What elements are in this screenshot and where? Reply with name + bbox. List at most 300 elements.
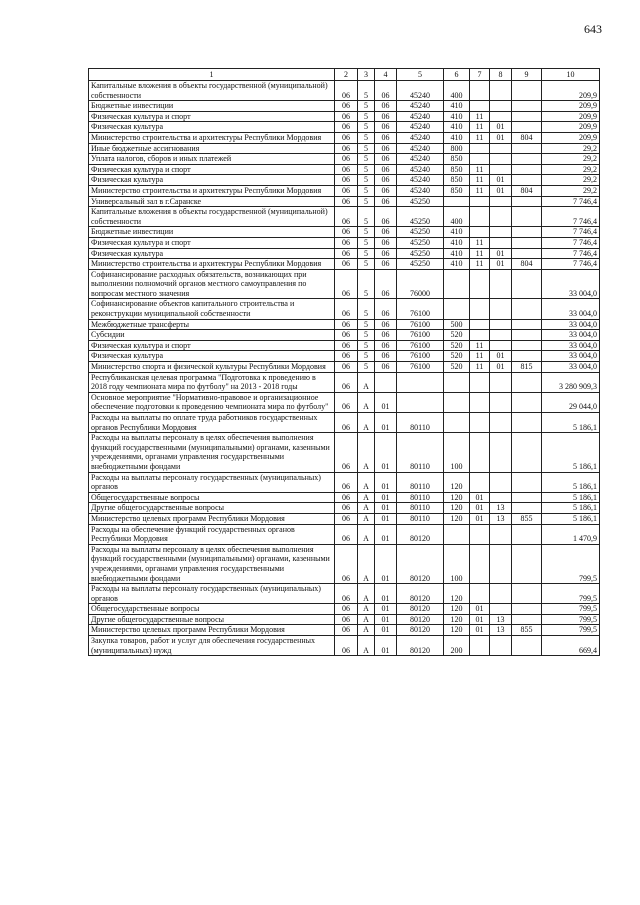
row-col-9 (512, 122, 542, 133)
row-sum: 7 746,4 (542, 227, 600, 238)
row-sum: 29,2 (542, 185, 600, 196)
row-col-9 (512, 207, 542, 227)
row-col-2: 06 (335, 227, 358, 238)
header-col-1: 1 (89, 69, 335, 81)
row-col-8 (490, 413, 512, 433)
row-col-5: 45240 (397, 143, 444, 154)
table-row (89, 351, 600, 362)
row-col-9: 804 (512, 132, 542, 143)
row-col-5: 80110 (397, 472, 444, 492)
row-col-9 (512, 111, 542, 122)
row-name: Капитальные вложения в объекты государственной (муниципальной) собственности (89, 207, 335, 227)
row-col-8 (490, 604, 512, 615)
row-col-2: 06 (335, 372, 358, 392)
table-row (89, 207, 600, 227)
table-row (89, 433, 600, 472)
row-name: Иные бюджетные ассигнования (89, 143, 335, 154)
row-col-7 (470, 143, 490, 154)
row-col-7 (470, 636, 490, 656)
row-col-5: 45240 (397, 164, 444, 175)
row-col-8 (490, 433, 512, 472)
table-row (89, 584, 600, 604)
row-col-8: 01 (490, 259, 512, 270)
row-col-2: 06 (335, 185, 358, 196)
row-col-4: 01 (375, 584, 397, 604)
row-col-7 (470, 227, 490, 238)
row-name: Физическая культура (89, 122, 335, 133)
row-col-7: 11 (470, 111, 490, 122)
row-col-9 (512, 101, 542, 112)
row-col-5: 45250 (397, 237, 444, 248)
row-col-6: 520 (444, 340, 470, 351)
header-col-9: 9 (512, 69, 542, 81)
row-col-4: 06 (375, 227, 397, 238)
row-col-9 (512, 433, 542, 472)
row-col-8 (490, 372, 512, 392)
row-col-5: 76000 (397, 269, 444, 299)
table-row (89, 340, 600, 351)
table-row (89, 101, 600, 112)
row-col-2: 06 (335, 207, 358, 227)
row-col-4: 06 (375, 154, 397, 165)
row-col-9 (512, 472, 542, 492)
row-col-7: 11 (470, 259, 490, 270)
row-sum: 29,2 (542, 154, 600, 165)
row-col-4: 06 (375, 164, 397, 175)
row-col-6 (444, 372, 470, 392)
row-col-3: А (358, 413, 375, 433)
row-col-9 (512, 175, 542, 186)
row-col-6 (444, 196, 470, 207)
row-sum: 799,5 (542, 625, 600, 636)
row-col-5: 76100 (397, 362, 444, 373)
row-col-9 (512, 81, 542, 101)
row-col-8 (490, 544, 512, 583)
row-name: Другие общегосударственные вопросы (89, 503, 335, 514)
row-col-4: 06 (375, 319, 397, 330)
row-col-9 (512, 164, 542, 175)
row-col-2: 06 (335, 340, 358, 351)
row-col-7 (470, 392, 490, 412)
row-sum: 209,9 (542, 132, 600, 143)
row-col-8 (490, 196, 512, 207)
row-col-5: 76100 (397, 299, 444, 319)
row-sum: 5 186,1 (542, 433, 600, 472)
row-col-8: 13 (490, 614, 512, 625)
row-col-2: 06 (335, 175, 358, 186)
row-col-7 (470, 413, 490, 433)
table-row (89, 392, 600, 412)
row-sum: 7 746,4 (542, 248, 600, 259)
row-col-5: 80110 (397, 492, 444, 503)
table-row (89, 625, 600, 636)
row-col-4: 06 (375, 185, 397, 196)
row-sum: 33 004,0 (542, 319, 600, 330)
row-col-3: 5 (358, 362, 375, 373)
row-col-9: 855 (512, 513, 542, 524)
row-col-2: 06 (335, 433, 358, 472)
table-row (89, 544, 600, 583)
row-sum: 29,2 (542, 175, 600, 186)
table-row (89, 175, 600, 186)
row-col-6: 850 (444, 175, 470, 186)
row-name: Общегосударственные вопросы (89, 492, 335, 503)
row-col-4: 01 (375, 503, 397, 514)
row-col-3: 5 (358, 351, 375, 362)
row-col-4: 01 (375, 604, 397, 615)
row-col-5: 45250 (397, 207, 444, 227)
row-sum: 7 746,4 (542, 196, 600, 207)
row-col-7 (470, 269, 490, 299)
row-col-9 (512, 392, 542, 412)
row-col-4: 01 (375, 544, 397, 583)
row-col-4: 06 (375, 362, 397, 373)
row-col-5: 80120 (397, 584, 444, 604)
row-col-2: 06 (335, 248, 358, 259)
row-col-9 (512, 227, 542, 238)
row-col-3: А (358, 524, 375, 544)
row-sum: 209,9 (542, 101, 600, 112)
row-col-8 (490, 492, 512, 503)
row-col-6 (444, 524, 470, 544)
row-name: Физическая культура (89, 351, 335, 362)
row-col-7 (470, 207, 490, 227)
row-col-6: 120 (444, 492, 470, 503)
row-col-8 (490, 584, 512, 604)
header-col-5: 5 (397, 69, 444, 81)
table-row (89, 614, 600, 625)
row-sum: 669,4 (542, 636, 600, 656)
row-col-8 (490, 154, 512, 165)
table-row (89, 122, 600, 133)
table-row (89, 362, 600, 373)
row-col-9 (512, 503, 542, 514)
row-col-2: 06 (335, 492, 358, 503)
row-col-4: 06 (375, 122, 397, 133)
row-col-6: 500 (444, 319, 470, 330)
row-col-4: 06 (375, 248, 397, 259)
row-col-6: 120 (444, 503, 470, 514)
header-col-8: 8 (490, 69, 512, 81)
table-row (89, 503, 600, 514)
row-name: Основное мероприятие "Нормативно-правовое и организационное обеспечение подготовки к проведению чемпионата мира по футболу" (89, 392, 335, 412)
row-col-5: 45250 (397, 196, 444, 207)
row-col-6: 120 (444, 614, 470, 625)
row-name: Расходы на обеспечение функций государственных органов Республики Мордовия (89, 524, 335, 544)
row-sum: 33 004,0 (542, 362, 600, 373)
row-col-8: 01 (490, 175, 512, 186)
row-col-9 (512, 330, 542, 341)
row-col-3: 5 (358, 101, 375, 112)
row-name: Универсальный зал в г.Саранске (89, 196, 335, 207)
row-col-4: 06 (375, 207, 397, 227)
row-name: Министерство целевых программ Республики Мордовия (89, 625, 335, 636)
row-col-7: 01 (470, 503, 490, 514)
row-col-3: А (358, 636, 375, 656)
row-col-6 (444, 392, 470, 412)
row-col-9: 815 (512, 362, 542, 373)
row-col-9 (512, 237, 542, 248)
row-col-4: 01 (375, 492, 397, 503)
row-col-4: 06 (375, 299, 397, 319)
row-col-8: 01 (490, 351, 512, 362)
row-col-2: 06 (335, 392, 358, 412)
row-col-4: 01 (375, 636, 397, 656)
table-row (89, 259, 600, 270)
row-sum: 33 004,0 (542, 351, 600, 362)
row-col-3: А (358, 604, 375, 615)
row-col-6: 410 (444, 101, 470, 112)
row-col-3: 5 (358, 111, 375, 122)
row-col-9 (512, 413, 542, 433)
row-col-9: 804 (512, 185, 542, 196)
row-sum: 33 004,0 (542, 340, 600, 351)
row-col-6: 410 (444, 248, 470, 259)
row-col-8 (490, 472, 512, 492)
row-col-4: 01 (375, 413, 397, 433)
row-name: Расходы на выплаты персоналу в целях обеспечения выполнения функций государственными (муниципальными) органами, казенными учреждениями, органами управления государственными внебюджетными фондами (89, 433, 335, 472)
row-col-9: 855 (512, 625, 542, 636)
row-col-3: 5 (358, 330, 375, 341)
row-col-7 (470, 101, 490, 112)
row-col-5: 80120 (397, 544, 444, 583)
row-col-2: 06 (335, 132, 358, 143)
row-col-3: А (358, 433, 375, 472)
row-col-6: 520 (444, 351, 470, 362)
row-col-7 (470, 299, 490, 319)
row-col-3: А (358, 544, 375, 583)
row-col-9 (512, 492, 542, 503)
row-col-6: 400 (444, 207, 470, 227)
row-col-5: 45240 (397, 175, 444, 186)
row-col-2: 06 (335, 237, 358, 248)
row-col-5: 45240 (397, 101, 444, 112)
row-col-2: 06 (335, 164, 358, 175)
row-col-7: 01 (470, 604, 490, 615)
row-name: Закупка товаров, работ и услуг для обеспечения государственных (муниципальных) нужд (89, 636, 335, 656)
row-col-5: 80120 (397, 614, 444, 625)
row-col-6: 120 (444, 584, 470, 604)
row-col-5: 45250 (397, 248, 444, 259)
row-sum: 799,5 (542, 614, 600, 625)
row-sum: 33 004,0 (542, 330, 600, 341)
row-col-7: 11 (470, 248, 490, 259)
row-col-5: 45250 (397, 259, 444, 270)
row-col-3: А (358, 372, 375, 392)
row-col-8 (490, 143, 512, 154)
row-col-6: 200 (444, 636, 470, 656)
row-col-2: 06 (335, 524, 358, 544)
row-col-3: 5 (358, 164, 375, 175)
row-col-4: 01 (375, 513, 397, 524)
row-col-4: 06 (375, 330, 397, 341)
row-col-3: 5 (358, 196, 375, 207)
row-sum: 29,2 (542, 143, 600, 154)
table-row (89, 513, 600, 524)
row-name: Межбюджетные трансферты (89, 319, 335, 330)
table-row (89, 227, 600, 238)
row-col-6: 400 (444, 81, 470, 101)
row-col-8 (490, 101, 512, 112)
table-row (89, 237, 600, 248)
row-sum: 29 044,0 (542, 392, 600, 412)
row-col-3: 5 (358, 299, 375, 319)
row-col-5: 76100 (397, 330, 444, 341)
row-col-3: 5 (358, 175, 375, 186)
header-col-6: 6 (444, 69, 470, 81)
table-row (89, 269, 600, 299)
budget-table (88, 68, 600, 656)
row-col-6: 520 (444, 330, 470, 341)
row-col-4: 01 (375, 472, 397, 492)
row-col-2: 06 (335, 111, 358, 122)
row-name: Физическая культура и спорт (89, 111, 335, 122)
table-row (89, 164, 600, 175)
row-col-3: 5 (358, 227, 375, 238)
row-col-5: 80120 (397, 636, 444, 656)
row-name: Бюджетные инвестиции (89, 227, 335, 238)
row-col-5: 80110 (397, 433, 444, 472)
row-sum: 209,9 (542, 81, 600, 101)
row-col-9 (512, 196, 542, 207)
row-col-4: 06 (375, 81, 397, 101)
row-name: Министерство строительства и архитектуры Республики Мордовия (89, 259, 335, 270)
table-row (89, 132, 600, 143)
header-col-7: 7 (470, 69, 490, 81)
table-row (89, 111, 600, 122)
row-name: Министерство строительства и архитектуры Республики Мордовия (89, 132, 335, 143)
row-col-3: 5 (358, 132, 375, 143)
row-sum: 209,9 (542, 122, 600, 133)
row-col-9 (512, 524, 542, 544)
row-col-2: 06 (335, 584, 358, 604)
row-name: Субсидии (89, 330, 335, 341)
row-col-9 (512, 248, 542, 259)
row-col-6: 120 (444, 472, 470, 492)
row-col-9 (512, 614, 542, 625)
row-col-6: 850 (444, 164, 470, 175)
row-col-7 (470, 584, 490, 604)
row-col-2: 06 (335, 196, 358, 207)
row-col-8 (490, 524, 512, 544)
table-body (89, 81, 600, 656)
row-col-8 (490, 111, 512, 122)
row-col-5: 45240 (397, 185, 444, 196)
row-col-3: 5 (358, 259, 375, 270)
row-col-9 (512, 372, 542, 392)
row-col-7: 11 (470, 122, 490, 133)
row-col-5: 80120 (397, 524, 444, 544)
row-col-8 (490, 636, 512, 656)
row-col-6: 850 (444, 185, 470, 196)
row-col-4: 01 (375, 625, 397, 636)
row-sum: 7 746,4 (542, 259, 600, 270)
row-name: Софинансирование объектов капитального строительства и реконструкции муниципальной собственности (89, 299, 335, 319)
row-name: Общегосударственные вопросы (89, 604, 335, 615)
row-col-7 (470, 81, 490, 101)
row-col-5: 45250 (397, 227, 444, 238)
row-col-8 (490, 330, 512, 341)
row-col-5 (397, 372, 444, 392)
page-number: 643 (584, 22, 602, 36)
row-col-6: 100 (444, 433, 470, 472)
row-col-2: 06 (335, 362, 358, 373)
row-col-3: 5 (358, 269, 375, 299)
row-col-5: 45240 (397, 111, 444, 122)
row-name: Физическая культура (89, 248, 335, 259)
row-col-8 (490, 207, 512, 227)
row-col-3: 5 (358, 340, 375, 351)
table-row (89, 196, 600, 207)
row-col-4: 06 (375, 132, 397, 143)
row-col-8 (490, 237, 512, 248)
row-col-8: 13 (490, 503, 512, 514)
row-name: Республиканская целевая программа "Подготовка к проведению в 2018 году чемпионата мира по футболу" на 2013 - 2018 годы (89, 372, 335, 392)
row-col-2: 06 (335, 319, 358, 330)
row-col-8: 13 (490, 513, 512, 524)
row-name: Уплата налогов, сборов и иных платежей (89, 154, 335, 165)
row-name: Другие общегосударственные вопросы (89, 614, 335, 625)
row-col-5: 80110 (397, 503, 444, 514)
row-col-7: 01 (470, 614, 490, 625)
row-col-5 (397, 392, 444, 412)
row-col-4: 06 (375, 196, 397, 207)
row-col-3: 5 (358, 237, 375, 248)
row-col-7: 11 (470, 362, 490, 373)
row-col-3: А (358, 513, 375, 524)
row-col-5: 80110 (397, 413, 444, 433)
row-sum: 7 746,4 (542, 207, 600, 227)
row-col-8 (490, 81, 512, 101)
row-col-4: 06 (375, 175, 397, 186)
row-col-2: 06 (335, 351, 358, 362)
row-sum: 5 186,1 (542, 472, 600, 492)
row-col-3: 5 (358, 319, 375, 330)
row-col-2: 06 (335, 503, 358, 514)
table-row (89, 81, 600, 101)
row-col-8: 01 (490, 132, 512, 143)
row-col-7: 11 (470, 164, 490, 175)
row-col-5: 80110 (397, 513, 444, 524)
row-col-6: 410 (444, 259, 470, 270)
row-col-2: 06 (335, 625, 358, 636)
row-col-7 (470, 544, 490, 583)
row-col-2: 06 (335, 154, 358, 165)
row-col-4: 06 (375, 259, 397, 270)
row-col-5: 76100 (397, 319, 444, 330)
row-col-3: 5 (358, 248, 375, 259)
table-row (89, 185, 600, 196)
row-col-8 (490, 319, 512, 330)
row-sum: 33 004,0 (542, 299, 600, 319)
row-sum: 5 186,1 (542, 513, 600, 524)
row-col-2: 06 (335, 299, 358, 319)
row-col-9 (512, 340, 542, 351)
row-col-2: 06 (335, 604, 358, 615)
row-col-7: 11 (470, 351, 490, 362)
row-col-9 (512, 299, 542, 319)
row-col-2: 06 (335, 143, 358, 154)
row-col-7: 11 (470, 237, 490, 248)
row-name: Расходы на выплаты персоналу государственных (муниципальных) органов (89, 472, 335, 492)
row-name: Расходы на выплаты по оплате труда работников государственных органов Республики Мордовия (89, 413, 335, 433)
row-col-9 (512, 604, 542, 615)
row-col-4: 01 (375, 614, 397, 625)
row-col-7: 01 (470, 513, 490, 524)
row-col-9 (512, 143, 542, 154)
row-col-7 (470, 472, 490, 492)
row-col-4: 06 (375, 351, 397, 362)
